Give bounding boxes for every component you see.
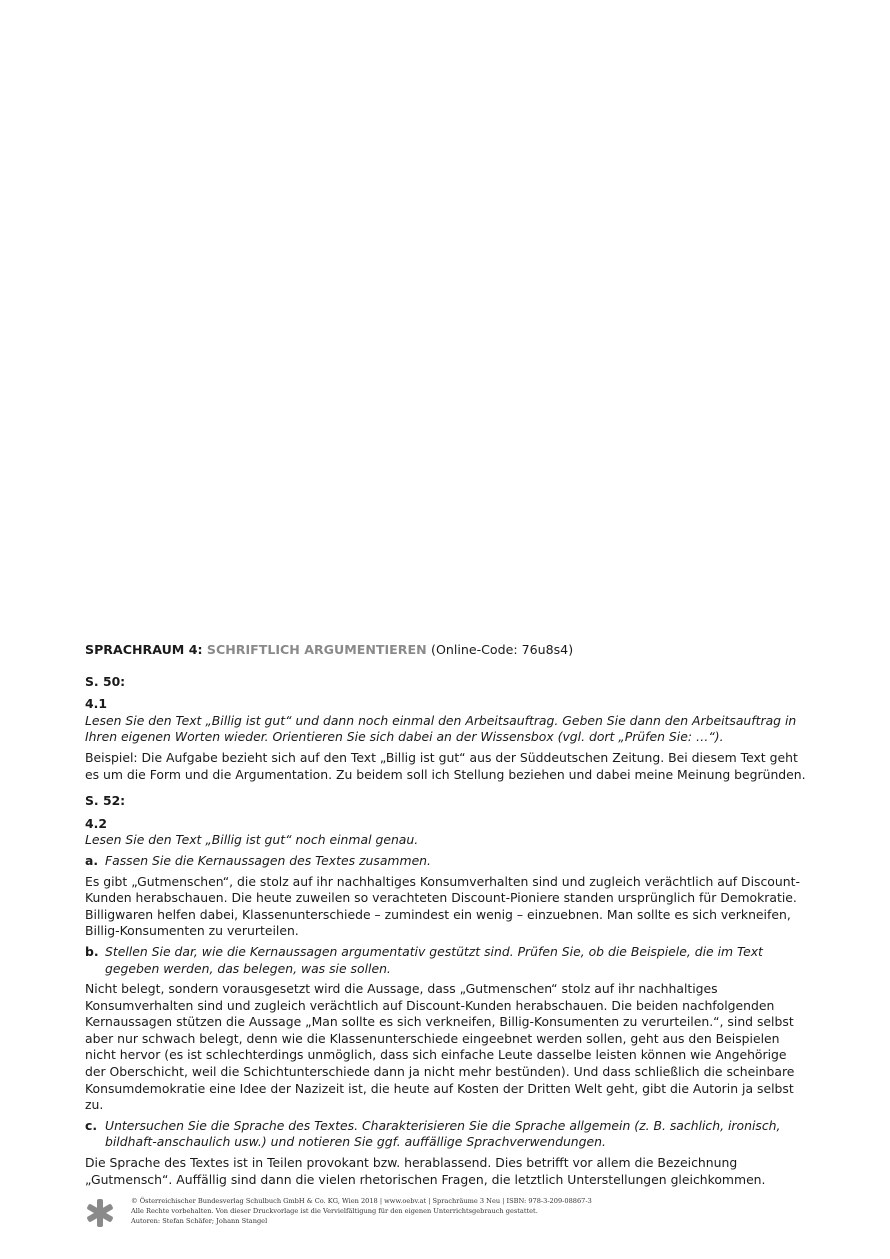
- subtask-letter: a.: [85, 852, 99, 868]
- answer-a: Es gibt „Gutmenschen“, die stolz auf ihr nachhaltiges Konsumverhalten sind und zugleich verächtlich auf Discount-Kunden herabschauen. Die heute zuweilen so verachteten Discount-Pioniere standen ursprünglich für Demokratie. Billigwaren helfen dabei, Klassenunterschiede – zumindest ein wenig – einzuebnen. Man sollte es sich verkneifen, Billig-Konsumenten zu verurteilen.: [85, 873, 800, 939]
- chapter-prefix: SPRACHRAUM 4:: [85, 642, 203, 657]
- chapter-topic: SCHRIFTLICH ARGUMENTIEREN: [206, 642, 427, 657]
- rights-line: Alle Rechte vorbehalten. Von dieser Druckvorlage ist die Vervielfältigung für den eigenen Unterrichtsgebrauch gestattet.: [131, 1207, 538, 1215]
- answer-b: Nicht belegt, sondern vorausgesetzt wird die Aussage, dass „Gutmenschen“ stolz auf ihr nachhaltiges Konsumverhalten sind und zugleich verächtlich auf Discount-Kunden herabschauen. Die beiden nachfolgenden Kernaussagen stützen die Aussage „Man sollte es sich verkneifen, Billig-Konsumenten zu verurteilen.“, sind selbst aber nur schwach belegt, denn wie die Klassenunterschiede eingeebnet werden sollen, geht aus den Beispielen nicht hervor (es ist schlechterdings unmöglich, dass sich einfache Leute dasselbe leisten können wie Angehörige der Oberschicht, weil die Schichtunterschiede dann ja nicht mehr bestünden). Und dass schließlich die scheinbare Konsumdemokratie eine Idee der Nazizeit ist, die heute auf Kosten der Dritten Welt geht, gibt die Autorin ja selbst zu.: [85, 981, 795, 1113]
- footer-text: [131, 1196, 592, 1226]
- answer-4-1: Beispiel: Die Aufgabe bezieht sich auf den Text „Billig ist gut“ aus der Süddeutschen Zeitung. Bei diesem Text geht es um die Form und die Argumentation. Zu beidem soll ich Stellung beziehen und dabei meine Meinung begründen.: [85, 749, 806, 782]
- subtask-letter: b.: [85, 943, 99, 959]
- task-number-4-1: 4.1: [85, 696, 107, 712]
- chapter-heading: [85, 642, 810, 659]
- subtask-instruction: Fassen Sie die Kernaussagen des Textes zusammen.: [105, 852, 431, 868]
- subtask-c: [85, 1118, 810, 1151]
- task-number-4-2: 4.2: [85, 815, 107, 831]
- page-reference-50: S. 50:: [85, 673, 126, 689]
- copyright-line: © Österreichischer Bundesverlag Schulbuch GmbH & Co. KG, Wien 2018 | www.oebv.at | Sprachräume 3 Neu | ISBN: 978-3-209-08867-3: [131, 1197, 592, 1205]
- subtask-a: [85, 853, 810, 870]
- subtask-letter: c.: [85, 1117, 98, 1133]
- subtask-instruction: Untersuchen Sie die Sprache des Textes. Charakterisieren Sie die Sprache allgemein (z. B. sachlich, ironisch, bildhaft-anschaulich usw.) und notieren Sie ggf. auffällige Sprachverwendungen.: [105, 1117, 781, 1150]
- publisher-asterisk-logo-icon: [85, 1198, 115, 1228]
- page-content: [85, 642, 810, 1188]
- task-instruction-4-2: Lesen Sie den Text „Billig ist gut“ noch einmal genau.: [85, 832, 419, 848]
- subtask-b: [85, 944, 810, 977]
- subtask-instruction: Stellen Sie dar, wie die Kernaussagen argumentativ gestützt sind. Prüfen Sie, ob die Beispiele, die im Text gegeben werden, das belegen, was sie sollen.: [105, 943, 763, 976]
- answer-c: Die Sprache des Textes ist in Teilen provokant bzw. herablassend. Dies betrifft vor allem die Bezeichnung „Gutmensch“. Auffällig sind dann die vielen rhetorischen Fragen, die letztlich Unterstellungen gleichkommen.: [85, 1155, 766, 1187]
- authors-line: Autoren: Stefan Schäfer; Johann Stangel: [131, 1217, 268, 1225]
- page-footer: [85, 1196, 805, 1232]
- page-reference-52: S. 52:: [85, 793, 126, 809]
- online-code: (Online-Code: 76u8s4): [431, 642, 574, 657]
- task-instruction-4-1: Lesen Sie den Text „Billig ist gut“ und dann noch einmal den Arbeitsauftrag. Geben Sie dann den Arbeitsauftrag in Ihren eigenen Worten wieder. Orientieren Sie sich dabei an der Wissensbox (vgl. dort „Prüfen Sie: …“).: [85, 712, 797, 745]
